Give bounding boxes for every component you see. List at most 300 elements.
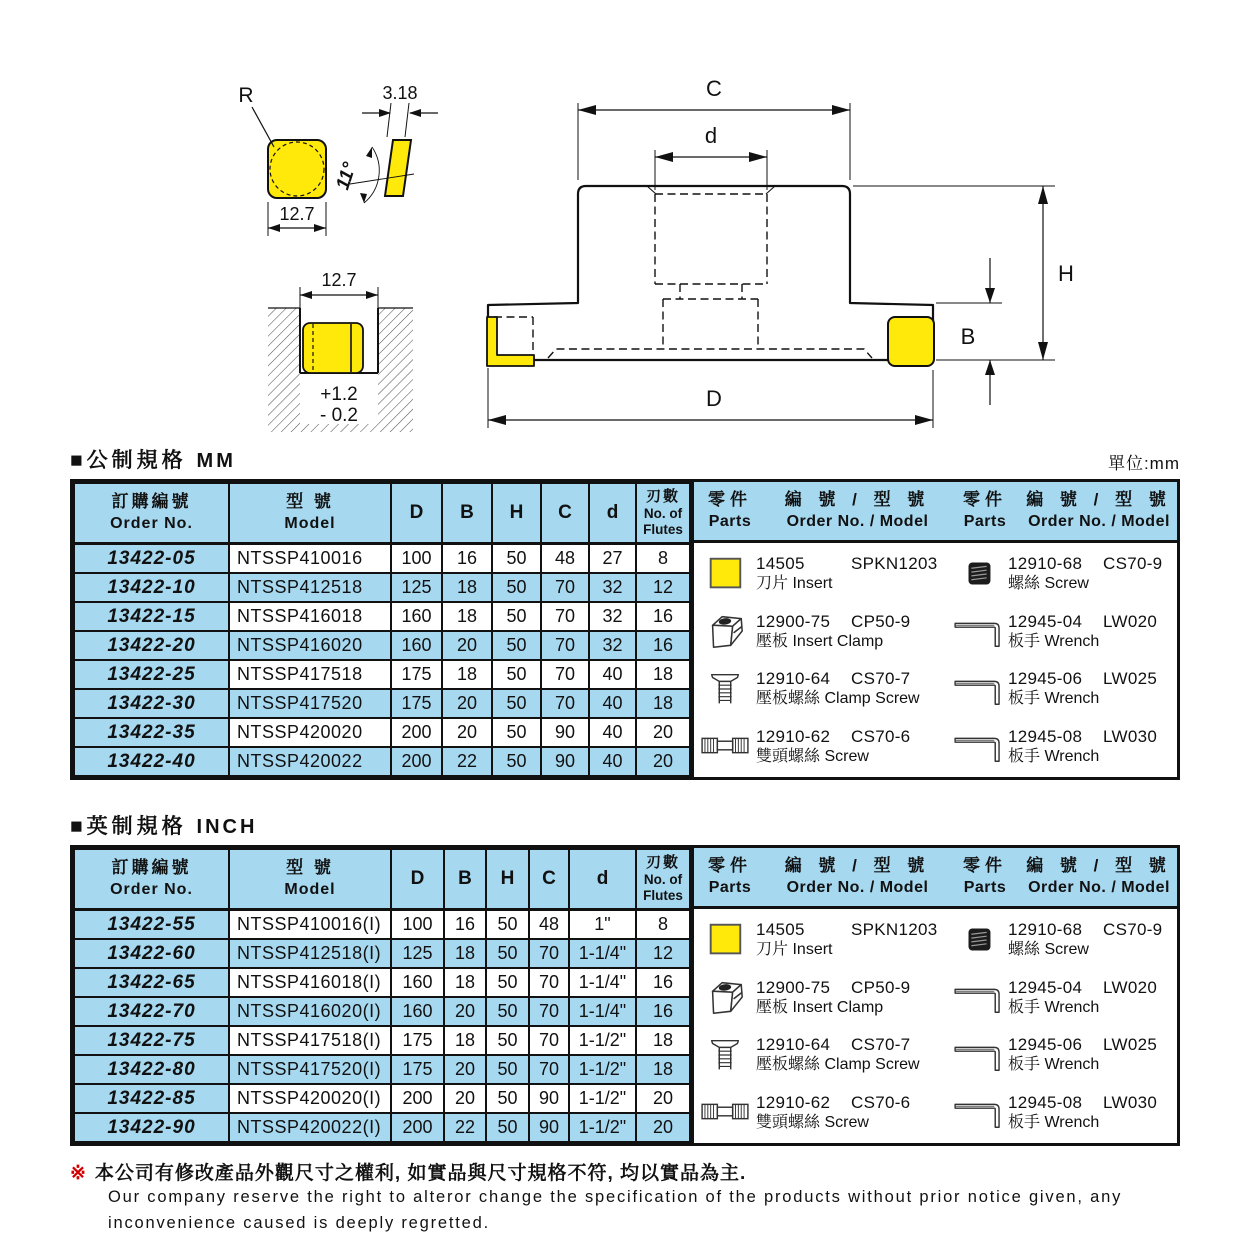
- C-cell: 70: [529, 997, 569, 1026]
- D-cell: 200: [391, 1084, 444, 1113]
- part-order-no: 12910-62: [756, 726, 831, 746]
- B-cell: 20: [442, 718, 492, 747]
- part-name-en: Screw: [824, 1113, 869, 1131]
- part-order-no: 12945-08: [1008, 726, 1083, 746]
- parts-order-header-zh: 編 號 / 型 號: [784, 856, 931, 876]
- part-model: CS70-9: [1103, 920, 1163, 940]
- B-cell: 22: [444, 1113, 486, 1142]
- part-row: [694, 1027, 1177, 1083]
- H-cell: 50: [486, 1113, 529, 1142]
- part-name-en: Screw: [1044, 575, 1089, 593]
- parts-order-header-zh: 編 號 / 型 號: [784, 490, 931, 510]
- part-item: [950, 919, 1177, 961]
- parts-order-header-en: Order No. / Model: [786, 879, 929, 897]
- col-header-flutes: 刃數 No. of Flutes: [636, 849, 690, 910]
- part-name-zh: 壓板: [756, 632, 789, 650]
- inch-section: [70, 810, 1210, 1146]
- inch-section-title: [70, 810, 257, 840]
- flutes-cell: 20: [636, 1084, 690, 1113]
- part-item: [950, 976, 1177, 1018]
- model-cell: NTSSP412518(I): [229, 939, 391, 968]
- B-cell: 16: [442, 544, 492, 574]
- wrench-icon: [950, 668, 1008, 710]
- wrench-icon: [950, 976, 1008, 1018]
- part-name-zh: 雙頭螺絲: [756, 747, 821, 765]
- d-cell: 27: [589, 544, 636, 574]
- spec-row: [74, 602, 690, 631]
- H-cell: 50: [486, 997, 529, 1026]
- part-item: [950, 1034, 1177, 1076]
- d-cell: 40: [589, 747, 636, 776]
- technical-drawing: [0, 0, 1240, 438]
- part-order-no: 14505: [756, 554, 805, 574]
- model-cell: NTSSP420022: [229, 747, 391, 776]
- H-cell: 50: [492, 544, 541, 574]
- order-no-cell: 13422-85: [74, 1084, 229, 1113]
- col-header-H: H: [486, 849, 529, 910]
- wrench-icon: [950, 610, 1008, 652]
- part-name-en: Wrench: [1044, 632, 1100, 650]
- part-item: [694, 725, 950, 767]
- C-cell: 70: [541, 689, 589, 718]
- dim-label-slot-width: 12.7: [321, 270, 357, 290]
- part-model: LW025: [1103, 669, 1158, 689]
- part-item: [694, 1091, 950, 1133]
- part-order-no: 12945-06: [1008, 669, 1083, 689]
- col-header-d: d: [569, 849, 636, 910]
- insert-side-view: [332, 83, 438, 203]
- part-name-zh: 雙頭螺絲: [756, 1113, 821, 1131]
- spec-row: [74, 573, 690, 602]
- part-name-en: Clamp Screw: [824, 1056, 920, 1074]
- screw-head-icon: [950, 919, 1008, 961]
- flutes-cell: 8: [636, 544, 690, 574]
- part-name-zh: 板手: [1008, 690, 1041, 708]
- part-item: [694, 668, 950, 710]
- part-model: CS70-6: [851, 726, 911, 746]
- d-cell: 32: [589, 602, 636, 631]
- order-no-cell: 13422-75: [74, 1026, 229, 1055]
- inch-title-en: INCH: [196, 816, 258, 838]
- order-no-cell: 13422-70: [74, 997, 229, 1026]
- H-cell: 50: [486, 910, 529, 940]
- d-cell: 40: [589, 660, 636, 689]
- B-cell: 18: [444, 939, 486, 968]
- dim-label-C: C: [706, 76, 722, 101]
- H-cell: 50: [486, 1026, 529, 1055]
- part-name-zh: 螺絲: [1008, 941, 1041, 959]
- B-cell: 18: [442, 573, 492, 602]
- part-order-no: 12945-04: [1008, 977, 1083, 997]
- order-no-cell: 13422-90: [74, 1113, 229, 1142]
- metric-title-zh: ■公制規格: [70, 449, 187, 472]
- B-cell: 18: [442, 602, 492, 631]
- part-order-no: 12945-04: [1008, 611, 1083, 631]
- part-model: SPKN1203: [851, 920, 938, 940]
- C-cell: 70: [529, 1055, 569, 1084]
- H-cell: 50: [486, 939, 529, 968]
- spec-row: [74, 968, 690, 997]
- D-cell: 125: [391, 573, 442, 602]
- part-row: [694, 546, 1177, 602]
- parts-header-zh: 零件: [963, 490, 1007, 510]
- parts-order-header-en: Order No. / Model: [1028, 879, 1170, 897]
- part-item: [950, 553, 1177, 595]
- part-name-zh: 板手: [1008, 1113, 1041, 1131]
- dim-label-H: H: [1058, 261, 1074, 286]
- insert-icon: [694, 919, 756, 961]
- part-name-en: Insert Clamp: [792, 998, 884, 1016]
- part-row: [694, 1084, 1177, 1140]
- H-cell: 50: [486, 1055, 529, 1084]
- insert-icon: [694, 553, 756, 595]
- D-cell: 125: [391, 939, 444, 968]
- part-item: [694, 1034, 950, 1076]
- part-name-zh: 板手: [1008, 632, 1041, 650]
- part-name-en: Wrench: [1044, 1056, 1100, 1074]
- dim-label-D: D: [706, 386, 722, 411]
- footnote: [70, 1158, 1200, 1236]
- C-cell: 90: [529, 1113, 569, 1142]
- C-cell: 70: [541, 602, 589, 631]
- parts-header-en: Parts: [708, 513, 752, 531]
- d-cell: 1-1/4": [569, 968, 636, 997]
- H-cell: 50: [492, 660, 541, 689]
- D-cell: 100: [391, 544, 442, 574]
- insert-top-view: [238, 84, 326, 236]
- C-cell: 90: [529, 1084, 569, 1113]
- metric-spec-table: [70, 479, 1180, 780]
- model-cell: NTSSP417518(I): [229, 1026, 391, 1055]
- spec-row: [74, 1055, 690, 1084]
- parts-order-header-en: Order No. / Model: [1028, 513, 1170, 531]
- spec-row: [74, 939, 690, 968]
- D-cell: 160: [391, 602, 442, 631]
- model-cell: NTSSP416020: [229, 631, 391, 660]
- d-cell: 1-1/4": [569, 939, 636, 968]
- B-cell: 22: [442, 747, 492, 776]
- col-header-model: 型 號 Model: [229, 849, 391, 910]
- metric-title-en: MM: [196, 450, 236, 472]
- d-cell: 40: [589, 689, 636, 718]
- order-no-cell: 13422-05: [74, 544, 229, 574]
- flutes-cell: 16: [636, 631, 690, 660]
- B-cell: 20: [444, 997, 486, 1026]
- d-cell: 1": [569, 910, 636, 940]
- C-cell: 70: [541, 660, 589, 689]
- spec-row: [74, 747, 690, 776]
- col-header-order-no: 訂購編號 Order No.: [74, 483, 229, 544]
- col-header-C: C: [541, 483, 589, 544]
- model-cell: NTSSP416018(I): [229, 968, 391, 997]
- D-cell: 200: [391, 747, 442, 776]
- part-item: [694, 919, 950, 961]
- part-name-zh: 板手: [1008, 998, 1041, 1016]
- clamp-screw-icon: [694, 668, 756, 710]
- d-cell: 1-1/2": [569, 1026, 636, 1055]
- C-cell: 48: [541, 544, 589, 574]
- footnote-line-en: inconvenience caused is deeply regretted.: [108, 1213, 490, 1232]
- part-name-zh: 壓板: [756, 998, 789, 1016]
- d-cell: 1-1/2": [569, 1113, 636, 1142]
- order-no-cell: 13422-35: [74, 718, 229, 747]
- part-model: LW020: [1103, 611, 1158, 631]
- order-no-cell: 13422-25: [74, 660, 229, 689]
- D-cell: 175: [391, 689, 442, 718]
- wrench-icon: [950, 725, 1008, 767]
- spec-row: [74, 997, 690, 1026]
- footnote-line-zh: 本公司有修改產品外觀尺寸之權利, 如實品與尺寸規格不符, 均以實品為主.: [94, 1163, 747, 1184]
- part-name-en: Insert Clamp: [792, 632, 884, 650]
- col-header-H: H: [492, 483, 541, 544]
- part-row: [694, 718, 1177, 774]
- parts-header: [694, 482, 1177, 543]
- B-cell: 20: [444, 1055, 486, 1084]
- dim-label-tolerance-plus: +1.2: [320, 384, 358, 405]
- part-order-no: 12900-75: [756, 611, 831, 631]
- H-cell: 50: [486, 1084, 529, 1113]
- part-name-zh: 板手: [1008, 1056, 1041, 1074]
- parts-order-header-zh: 編 號 / 型 號: [1026, 856, 1172, 876]
- flutes-cell: 12: [636, 573, 690, 602]
- B-cell: 16: [444, 910, 486, 940]
- flutes-cell: 8: [636, 910, 690, 940]
- parts-header-zh: 零件: [708, 856, 752, 876]
- part-name-en: Screw: [824, 747, 869, 765]
- d-cell: 32: [589, 573, 636, 602]
- D-cell: 160: [391, 968, 444, 997]
- flutes-cell: 18: [636, 1055, 690, 1084]
- stud-screw-icon: [694, 1091, 756, 1133]
- part-row: [694, 912, 1177, 968]
- order-no-cell: 13422-55: [74, 910, 229, 940]
- spec-row: [74, 1084, 690, 1113]
- parts-header-en: Parts: [708, 879, 752, 897]
- part-model: CS70-6: [851, 1092, 911, 1112]
- part-name-zh: 壓板螺絲: [756, 690, 821, 708]
- part-order-no: 12910-64: [756, 1035, 831, 1055]
- col-header-d: d: [589, 483, 636, 544]
- order-no-cell: 13422-30: [74, 689, 229, 718]
- part-item: [694, 976, 950, 1018]
- parts-header: [694, 848, 1177, 909]
- part-name-en: Wrench: [1044, 747, 1100, 765]
- C-cell: 90: [541, 747, 589, 776]
- col-header-B: B: [442, 483, 492, 544]
- H-cell: 50: [492, 747, 541, 776]
- part-item: [694, 553, 950, 595]
- spec-row: [74, 910, 690, 940]
- D-cell: 175: [391, 1055, 444, 1084]
- flutes-cell: 18: [636, 1026, 690, 1055]
- part-model: SPKN1203: [851, 554, 938, 574]
- part-order-no: 12910-68: [1008, 920, 1083, 940]
- part-name-zh: 刀片: [756, 575, 789, 593]
- B-cell: 18: [442, 660, 492, 689]
- unit-label: 單位:mm: [1107, 454, 1180, 473]
- part-name-en: Insert: [792, 941, 833, 959]
- stud-screw-icon: [694, 725, 756, 767]
- H-cell: 50: [486, 968, 529, 997]
- col-header-order-no: 訂購編號 Order No.: [74, 849, 229, 910]
- part-order-no: 12900-75: [756, 977, 831, 997]
- flutes-cell: 20: [636, 747, 690, 776]
- col-header-model: 型 號 Model: [229, 483, 391, 544]
- col-header-flutes: 刃數 No. of Flutes: [636, 483, 690, 544]
- metric-parts-panel: [691, 482, 1177, 777]
- part-name-en: Clamp Screw: [824, 690, 920, 708]
- B-cell: 18: [444, 1026, 486, 1055]
- d-cell: 1-1/4": [569, 997, 636, 1026]
- part-order-no: 14505: [756, 920, 805, 940]
- flutes-cell: 18: [636, 689, 690, 718]
- parts-header-en: Parts: [963, 879, 1007, 897]
- part-name-en: Screw: [1044, 941, 1089, 959]
- spec-row: [74, 718, 690, 747]
- header-row: [74, 849, 690, 910]
- part-model: CP50-9: [851, 611, 911, 631]
- parts-header-zh: 零件: [708, 490, 752, 510]
- part-row: [694, 603, 1177, 659]
- screw-head-icon: [950, 553, 1008, 595]
- col-header-D: D: [391, 483, 442, 544]
- cutter-body-view: [487, 76, 1074, 428]
- part-name-zh: 板手: [1008, 747, 1041, 765]
- C-cell: 90: [541, 718, 589, 747]
- col-header-D: D: [391, 849, 444, 910]
- inch-parts-panel: [691, 848, 1177, 1143]
- part-model: LW030: [1103, 726, 1158, 746]
- H-cell: 50: [492, 718, 541, 747]
- parts-header-zh: 零件: [963, 856, 1007, 876]
- B-cell: 20: [442, 631, 492, 660]
- dim-label-B: B: [960, 324, 976, 349]
- dim-label-insert-thickness: 3.18: [382, 83, 418, 103]
- clamp-screw-icon: [694, 1034, 756, 1076]
- part-name-en: Insert: [792, 575, 833, 593]
- D-cell: 160: [391, 997, 444, 1026]
- model-cell: NTSSP412518: [229, 573, 391, 602]
- wrench-icon: [950, 1091, 1008, 1133]
- metric-section-title: [70, 444, 236, 474]
- spec-row: [74, 544, 690, 574]
- D-cell: 175: [391, 1026, 444, 1055]
- part-order-no: 12910-64: [756, 669, 831, 689]
- parts-header-en: Parts: [963, 513, 1007, 531]
- flutes-cell: 16: [636, 968, 690, 997]
- part-order-no: 12945-08: [1008, 1092, 1083, 1112]
- parts-order-header-en: Order No. / Model: [786, 513, 929, 531]
- D-cell: 160: [391, 631, 442, 660]
- part-model: LW025: [1103, 1035, 1158, 1055]
- footnote-line-en: Our company reserve the right to alteror change the specification of the products without prior notice given, any: [108, 1188, 1123, 1206]
- order-no-cell: 13422-10: [74, 573, 229, 602]
- part-row: [694, 969, 1177, 1025]
- part-name-en: Wrench: [1044, 998, 1100, 1016]
- C-cell: 70: [529, 939, 569, 968]
- part-name-en: Wrench: [1044, 1113, 1100, 1131]
- part-order-no: 12910-62: [756, 1092, 831, 1112]
- model-cell: NTSSP410016: [229, 544, 391, 574]
- header-row: [74, 483, 690, 544]
- order-no-cell: 13422-60: [74, 939, 229, 968]
- part-item: [950, 1091, 1177, 1133]
- H-cell: 50: [492, 573, 541, 602]
- model-cell: NTSSP416018: [229, 602, 391, 631]
- part-order-no: 12910-68: [1008, 554, 1083, 574]
- part-item: [950, 725, 1177, 767]
- parts-order-header-zh: 編 號 / 型 號: [1026, 490, 1172, 510]
- part-name-zh: 螺絲: [1008, 575, 1041, 593]
- model-cell: NTSSP420020: [229, 718, 391, 747]
- order-no-cell: 13422-20: [74, 631, 229, 660]
- model-cell: NTSSP417520: [229, 689, 391, 718]
- col-header-C: C: [529, 849, 569, 910]
- metric-section: [70, 444, 1210, 780]
- D-cell: 200: [391, 718, 442, 747]
- d-cell: 40: [589, 718, 636, 747]
- dim-label-tolerance-minus: - 0.2: [319, 405, 359, 426]
- flutes-cell: 20: [636, 1113, 690, 1142]
- part-order-no: 12945-06: [1008, 1035, 1083, 1055]
- part-row: [694, 661, 1177, 717]
- spec-row: [74, 660, 690, 689]
- part-name-zh: 壓板螺絲: [756, 1056, 821, 1074]
- dim-label-d: d: [704, 123, 718, 148]
- spec-row: [74, 631, 690, 660]
- part-model: CS70-7: [851, 669, 911, 689]
- model-cell: NTSSP417520(I): [229, 1055, 391, 1084]
- H-cell: 50: [492, 689, 541, 718]
- flutes-cell: 18: [636, 660, 690, 689]
- D-cell: 200: [391, 1113, 444, 1142]
- spec-row: [74, 689, 690, 718]
- slot-section-view: [268, 270, 413, 432]
- B-cell: 20: [444, 1084, 486, 1113]
- dim-label-insert-width: 12.7: [279, 204, 315, 224]
- part-model: CS70-7: [851, 1035, 911, 1055]
- part-model: LW020: [1103, 977, 1158, 997]
- model-cell: NTSSP420020(I): [229, 1084, 391, 1113]
- insert-clamp-icon: [694, 976, 756, 1018]
- flutes-cell: 16: [636, 997, 690, 1026]
- order-no-cell: 13422-80: [74, 1055, 229, 1084]
- model-cell: NTSSP410016(I): [229, 910, 391, 940]
- d-cell: 1-1/2": [569, 1055, 636, 1084]
- part-model: CP50-9: [851, 977, 911, 997]
- dim-label-radius: R: [238, 84, 254, 107]
- inch-title-zh: ■英制規格: [70, 815, 187, 838]
- d-cell: 1-1/2": [569, 1084, 636, 1113]
- inch-spec-table: [70, 845, 1180, 1146]
- model-cell: NTSSP417518: [229, 660, 391, 689]
- reference-mark: ※: [70, 1163, 87, 1184]
- part-name-en: Wrench: [1044, 690, 1100, 708]
- D-cell: 100: [391, 910, 444, 940]
- order-no-cell: 13422-40: [74, 747, 229, 776]
- C-cell: 70: [541, 631, 589, 660]
- model-cell: NTSSP416020(I): [229, 997, 391, 1026]
- spec-row: [74, 1026, 690, 1055]
- part-model: LW030: [1103, 1092, 1158, 1112]
- H-cell: 50: [492, 631, 541, 660]
- C-cell: 70: [529, 1026, 569, 1055]
- part-item: [694, 610, 950, 652]
- part-model: CS70-9: [1103, 554, 1163, 574]
- model-cell: NTSSP420022(I): [229, 1113, 391, 1142]
- wrench-icon: [950, 1034, 1008, 1076]
- C-cell: 70: [529, 968, 569, 997]
